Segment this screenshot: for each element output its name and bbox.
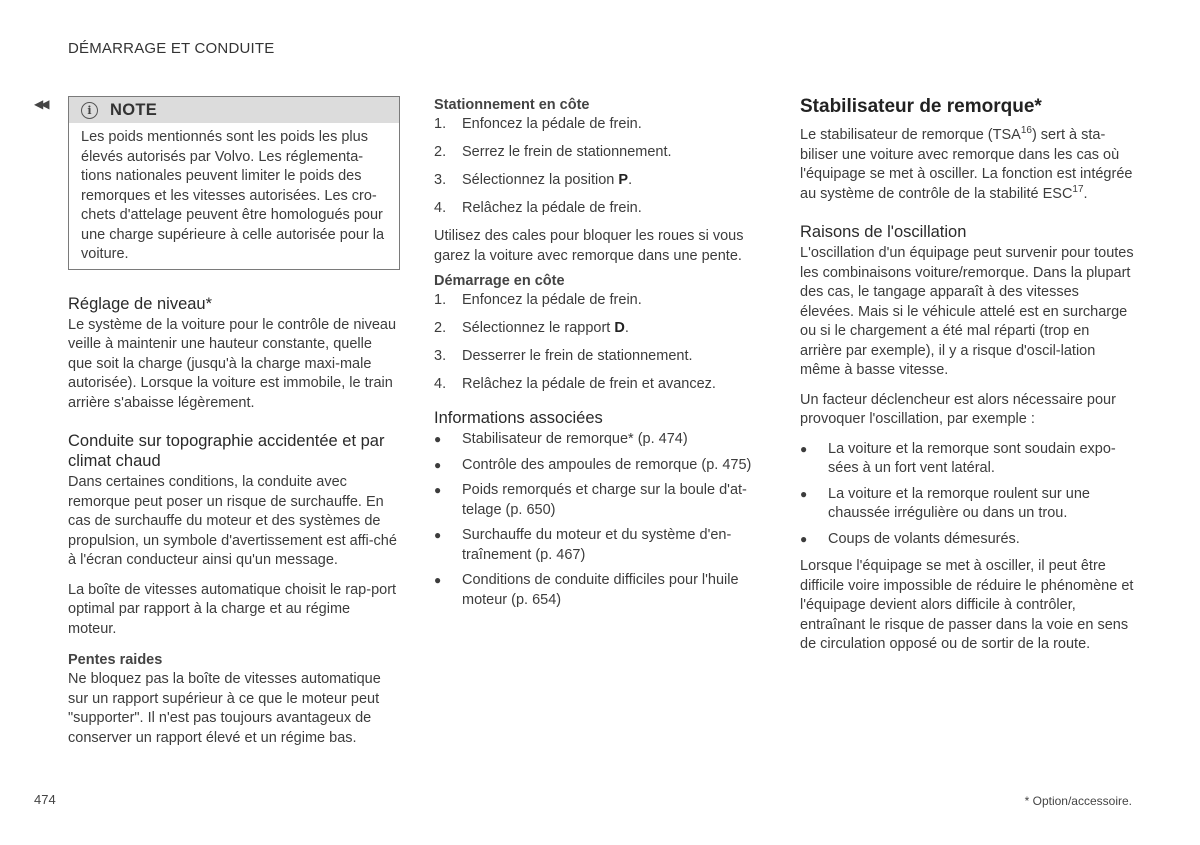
bullet-icon: ● xyxy=(434,528,442,542)
bullet-icon: ● xyxy=(434,432,442,446)
bullet-icon: ● xyxy=(800,486,808,501)
gear-position-p: P xyxy=(618,172,629,188)
conduite-text-1: Dans certaines conditions, la conduite avec remorque peut poser un risque de surchauffe. En cas de surchauffe du moteur et des systèmes de propulsion, un symbole d'avertissement est affi-ché à l'écran conducteur ainsi qu'un message. xyxy=(68,474,397,568)
section-title-stabilisateur: Stabilisateur de remorque* xyxy=(800,96,1042,117)
raisons-text-1: L'oscillation d'un équipage peut survenir pour toutes les combinaisons voiture/remorque. Dans la plupart des cas, le tangage apparaît à des vitesses élevées. Mais si le véhicule attelé est en surcharge ou si le chargement a été mal réparti (trop en arrière par exemple), il y a risque d'oscil-lation même à basse vitesse. xyxy=(800,245,1134,378)
column-3 xyxy=(800,96,1134,665)
list-item: 4. Relâchez la pédale de frein. xyxy=(434,200,642,216)
bullet-icon: ● xyxy=(434,483,442,497)
related-link[interactable]: ● Surchauffe du moteur et du système d'en-traînement (p. 467) xyxy=(434,526,764,565)
reglage-text: Le système de la voiture pour le contrôle de niveau veille à maintenir une hauteur constante, quelle que soit la charge (jusqu'à la charge maxi-male autorisée). Lorsque la voiture est immobile, le train arrière s'abaisse légèrement. xyxy=(68,316,397,411)
raisons-list xyxy=(800,440,1134,550)
related-info-list xyxy=(434,430,764,610)
bullet-icon: ● xyxy=(434,457,442,472)
note-header xyxy=(69,97,399,123)
pentes-text: Ne bloquez pas la boîte de vitesses automatique sur un rapport supérieur à ce que le moteur peut "supporter". Il n'est pas toujours avantageux de conserver un rapport élevé et un régime bas. xyxy=(68,671,381,746)
previous-page-icon[interactable]: ◀◀ xyxy=(34,97,47,111)
note-body xyxy=(69,123,399,269)
list-item: 2. Sélectionnez le rapport D. xyxy=(434,320,629,336)
related-link[interactable]: ● Stabilisateur de remorque* (p. 474) xyxy=(434,430,764,450)
stationnement-steps xyxy=(434,115,764,218)
related-link[interactable]: ● Conditions de conduite difficiles pour l'huile moteur (p. 654) xyxy=(434,571,764,610)
section-title-reglage: Réglage de niveau* xyxy=(68,294,213,313)
list-item: 4. Relâchez la pédale de frein et avancez. xyxy=(434,376,716,392)
related-link[interactable]: ● Contrôle des ampoules de remorque (p. 475) xyxy=(434,456,764,476)
column-1 xyxy=(68,96,400,758)
list-item: 3. Desserrer le frein de stationnement. xyxy=(434,348,693,364)
footnote-ref-17[interactable]: 17 xyxy=(1072,183,1084,195)
section-title-demarrage: Démarrage en côte xyxy=(434,273,565,289)
column-2 xyxy=(434,96,764,618)
stabilisateur-intro: Le stabilisateur de remorque (TSA$^{16}$) sert à sta-biliser une voiture avec remorque dans les cas où l'équipage se met à osciller. La fonction est intégrée au système de contrôle de la stabilité ESC$^{17}$. xyxy=(800,125,1133,202)
list-item: ● La voiture et la remorque roulent sur une chaussée irrégulière ou dans un trou. xyxy=(800,485,1134,524)
list-item: 1. Enfoncez la pédale de frein. xyxy=(434,116,642,132)
list-item: ● Coups de volants démesurés. xyxy=(800,530,1134,550)
raisons-text-3: Lorsque l'équipage se met à osciller, il peut être difficile voire impossible de réduire le phénomène et l'équipage devient alors difficile à contrôler, entraînant le risque de passer dans la voie en sens de circulation opposé ou de sortir de la route. xyxy=(800,558,1134,652)
footnote-ref-16[interactable]: 16 xyxy=(1020,125,1032,137)
note-title: NOTE xyxy=(110,100,158,119)
note-text: Les poids mentionnés sont les poids les plus élevés autorisés par Volvo. Les réglementa-tions nationales peuvent limiter le poids des remorques et les vitesses autorisées. Les cro-chets d'attelage peuvent être homologués pour une charge supérieure à celle autorisée pour la voiture. xyxy=(81,129,385,262)
bullet-icon: ● xyxy=(800,441,808,456)
list-item: 1. Enfoncez la pédale de frein. xyxy=(434,292,642,308)
section-title-pentes: Pentes raides xyxy=(68,652,163,668)
running-header: DÉMARRAGE ET CONDUITE xyxy=(68,40,275,57)
conduite-text-2: La boîte de vitesses automatique choisit le rap-port optimal par rapport à la charge et au régime moteur. xyxy=(68,581,397,637)
info-icon: i xyxy=(81,102,98,119)
bullet-icon: ● xyxy=(800,531,808,546)
list-item: 3. Sélectionnez la position P. xyxy=(434,172,633,188)
bullet-icon: ● xyxy=(434,573,442,587)
list-item: ● La voiture et la remorque sont soudain expo-sées à un fort vent latéral. xyxy=(800,440,1134,479)
section-title-conduite: Conduite sur topographie accidentée et par climat chaud xyxy=(68,432,385,470)
gear-position-d: D xyxy=(614,320,625,336)
list-item: 2. Serrez le frein de stationnement. xyxy=(434,144,672,160)
note-box xyxy=(68,96,400,270)
raisons-text-2: Un facteur déclencheur est alors nécessaire pour provoquer l'oscillation, par exemple : xyxy=(800,391,1116,427)
footnote: * Option/accessoire. xyxy=(1024,794,1132,808)
option-star: * xyxy=(205,294,213,313)
section-title-infos: Informations associées xyxy=(434,409,603,427)
related-link[interactable]: ● Poids remorqués et charge sur la boule d'at-telage (p. 650) xyxy=(434,481,764,520)
stationnement-text: Utilisez des cales pour bloquer les roues si vous garez la voiture avec remorque dans une pente. xyxy=(434,228,744,264)
section-title-stationnement: Stationnement en côte xyxy=(434,97,590,113)
section-title-raisons: Raisons de l'oscillation xyxy=(800,223,967,241)
demarrage-steps xyxy=(434,291,764,394)
page-number: 474 xyxy=(34,792,56,807)
